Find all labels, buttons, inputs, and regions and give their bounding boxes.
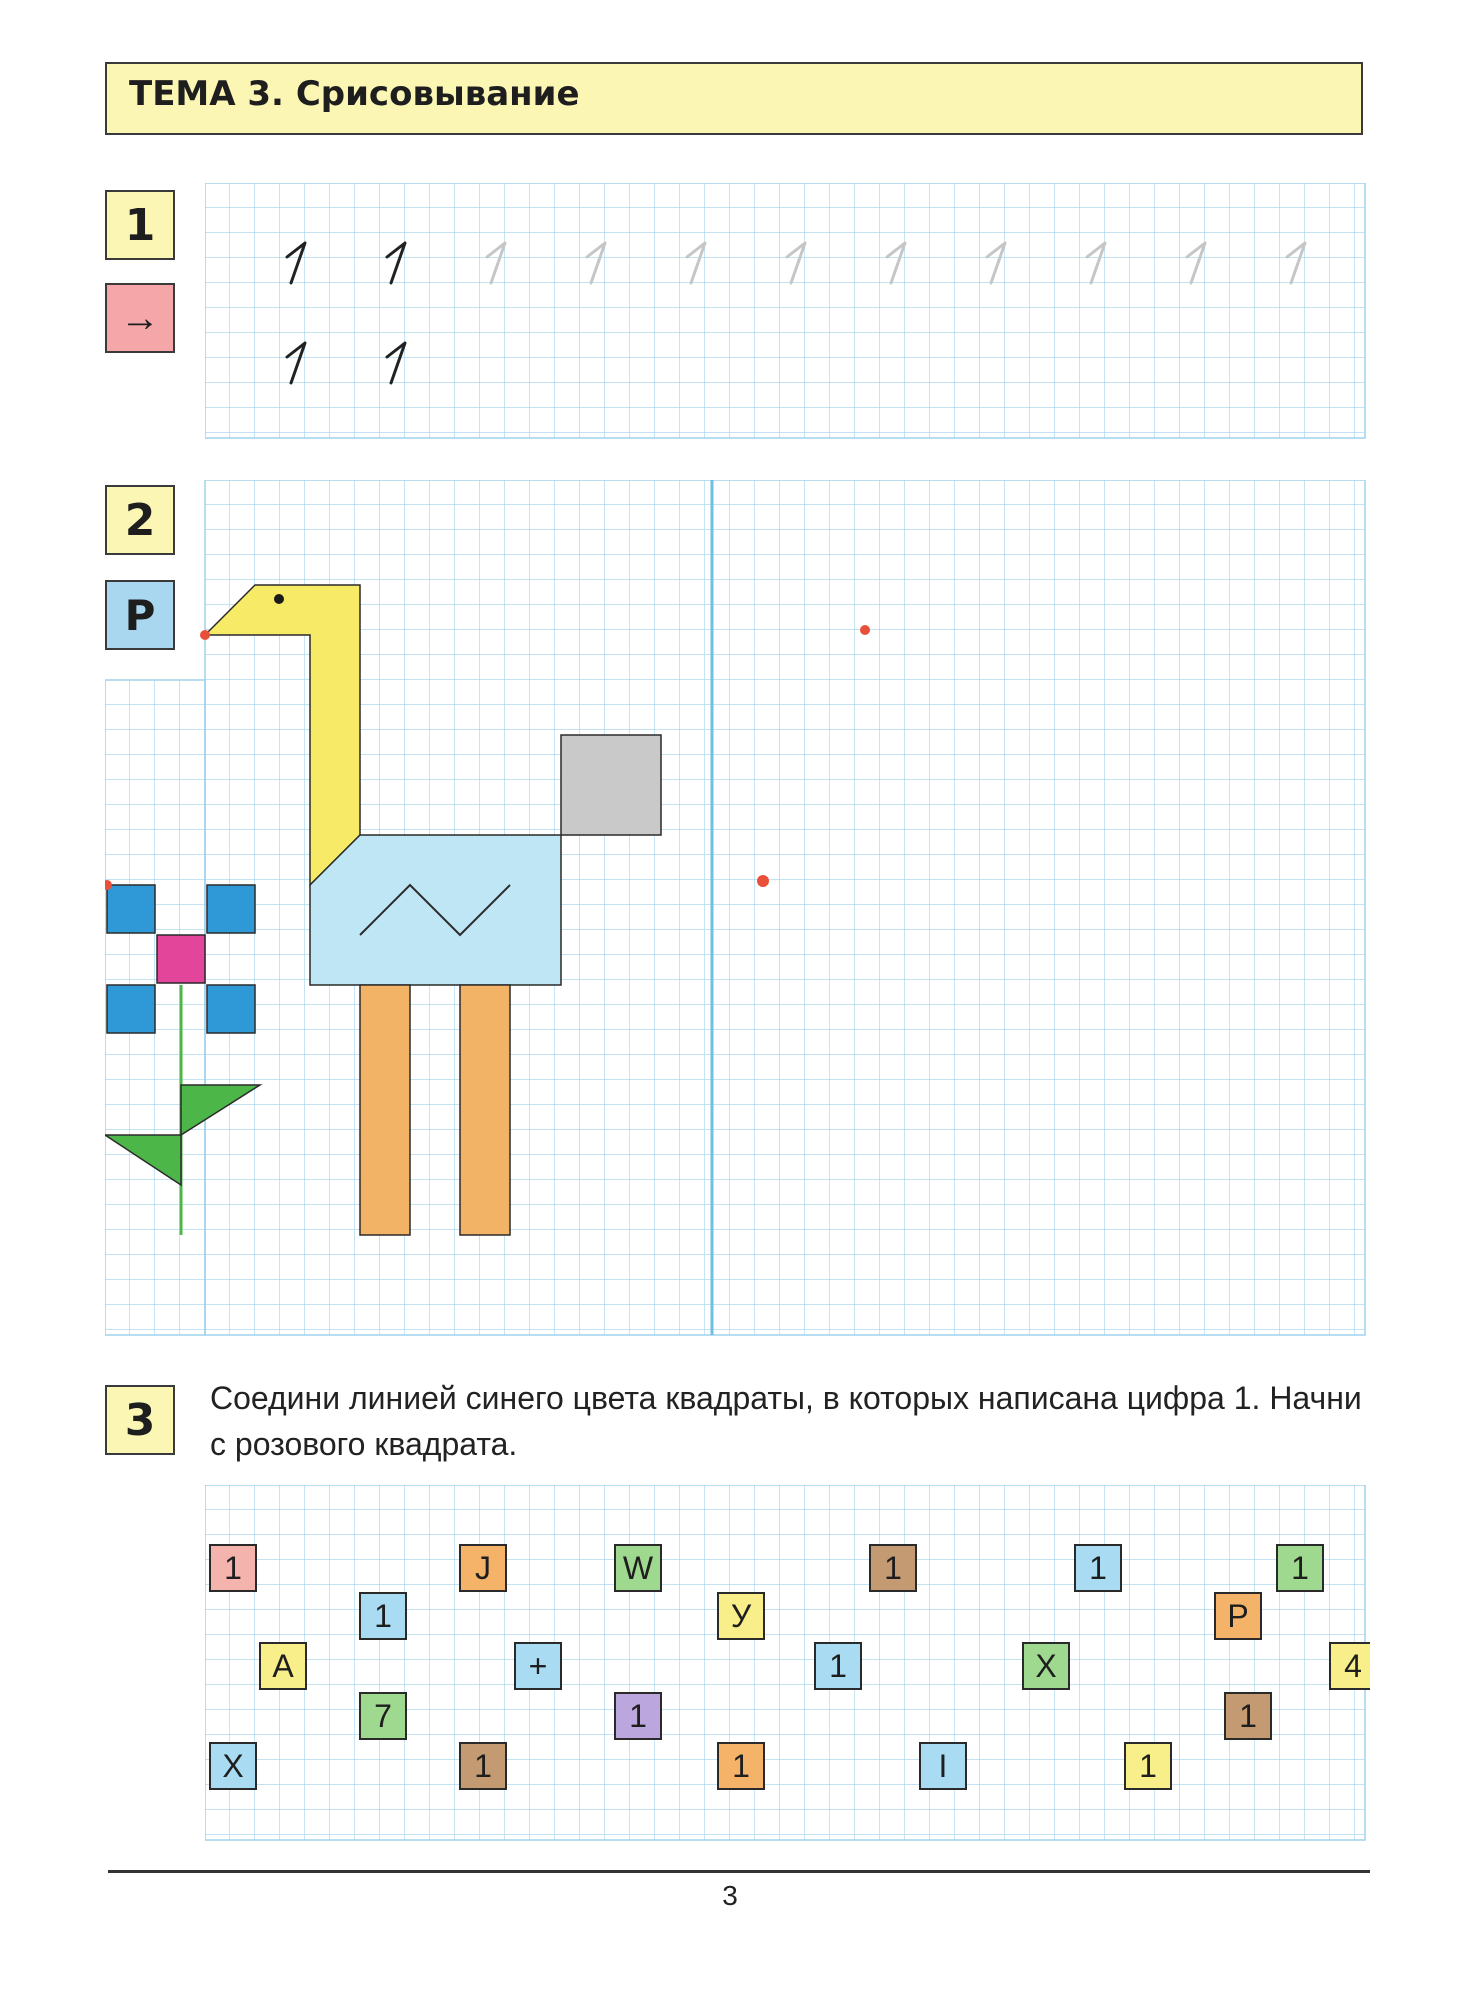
task-2-badge: Р (105, 580, 175, 650)
page-title: ТЕМА 3. Срисовывание (129, 74, 580, 114)
square-label: 1 (732, 1748, 750, 1784)
task-3-number: 3 (105, 1385, 175, 1455)
square-label: + (528, 1648, 548, 1684)
square-label: I (938, 1748, 948, 1784)
letter-square[interactable] (1330, 1643, 1370, 1689)
digit-one-square[interactable] (1125, 1743, 1171, 1789)
ostrich-tail (561, 735, 661, 835)
square-label: 1 (629, 1698, 647, 1734)
square-label: 1 (884, 1550, 902, 1586)
ostrich-eye (274, 594, 284, 604)
letter-square[interactable] (615, 1545, 661, 1591)
letter-square[interactable] (718, 1593, 764, 1639)
arrow-right-icon: → (105, 283, 175, 353)
digit-one-square[interactable] (360, 1593, 406, 1639)
ostrich-leg-left (360, 985, 410, 1235)
flower-petal (107, 885, 155, 933)
square-label: 1 (474, 1748, 492, 1784)
square-label: W (622, 1550, 654, 1586)
task-2-number: 2 (105, 485, 175, 555)
square-label: J (475, 1550, 491, 1586)
digit-one-square[interactable] (870, 1545, 916, 1591)
square-label: 1 (829, 1648, 847, 1684)
square-label: 1 (1139, 1748, 1157, 1784)
square-label: Р (1227, 1598, 1249, 1634)
flower-petal (207, 885, 255, 933)
task-3-instruction: Соедини линией синего цвета квадраты, в которых написана цифра 1. Начни с розового квадрата. (210, 1380, 1362, 1462)
letter-square[interactable] (460, 1545, 506, 1591)
square-label: 1 (374, 1598, 392, 1634)
flower-petal (107, 985, 155, 1033)
square-label: А (272, 1648, 294, 1684)
square-label: Х (1035, 1648, 1057, 1684)
square-label: 1 (224, 1550, 242, 1586)
square-label: 1 (1291, 1550, 1309, 1586)
square-label: У (730, 1598, 752, 1634)
digit-one-square[interactable] (815, 1643, 861, 1689)
digit-one-square[interactable] (1075, 1545, 1121, 1591)
letter-square[interactable] (1023, 1643, 1069, 1689)
digit-one-square[interactable] (1225, 1693, 1271, 1739)
letter-square[interactable] (920, 1743, 966, 1789)
digit-one-square[interactable] (1277, 1545, 1323, 1591)
square-label: 1 (1239, 1698, 1257, 1734)
letter-square[interactable] (260, 1643, 306, 1689)
square-label: 4 (1344, 1648, 1362, 1684)
square-label: 1 (1089, 1550, 1107, 1586)
digit-one-square[interactable] (615, 1693, 661, 1739)
flower-center (157, 935, 205, 983)
digit-one-square[interactable] (460, 1743, 506, 1789)
ostrich-leg-right (460, 985, 510, 1235)
task-1-number: 1 (105, 190, 175, 260)
letter-square[interactable] (210, 1743, 256, 1789)
task-2-drawing-area (105, 480, 1370, 1340)
letter-square[interactable] (360, 1693, 406, 1739)
flower-petal (207, 985, 255, 1033)
title-bar (105, 62, 1363, 135)
copy-drawing-area[interactable] (715, 482, 1363, 1333)
task-3-grid (205, 1485, 1370, 1845)
square-label: Х (222, 1748, 244, 1784)
square-label: 7 (374, 1698, 392, 1734)
page-number: 3 (722, 1880, 738, 1911)
footer-line (108, 1870, 1370, 1873)
letter-square[interactable] (515, 1643, 561, 1689)
letter-square[interactable] (1215, 1593, 1261, 1639)
reference-dot (200, 630, 210, 640)
digit-one-square[interactable] (718, 1743, 764, 1789)
task-1-grid (205, 183, 1370, 440)
digit-one-square[interactable] (210, 1545, 256, 1591)
